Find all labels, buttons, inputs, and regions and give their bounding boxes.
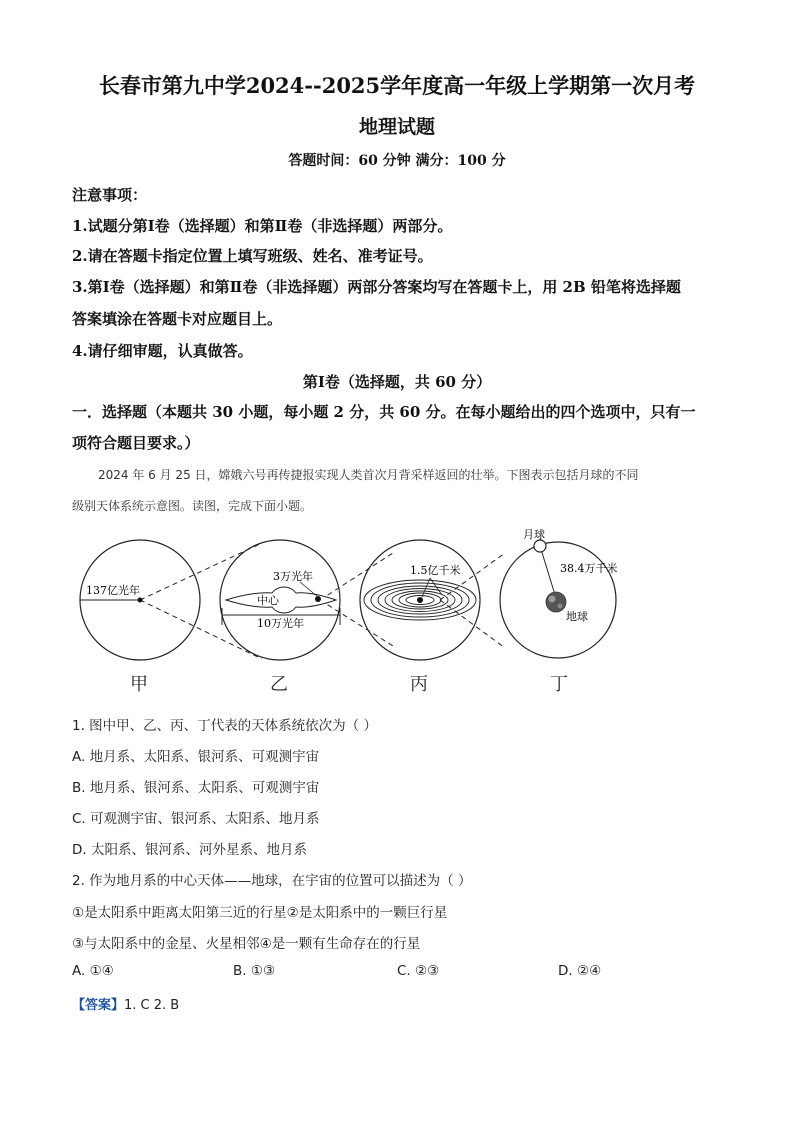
question-1-option-d: D. 太阳系、银河系、河外星系、地月系 [72,842,307,858]
bing-distance-label: 1.5亿千米 [410,564,461,577]
label-jia: 甲 [130,674,148,695]
exam-title: 长春市第九中学2024--2025学年度高一年级上学期第一次月考 [98,73,696,98]
ding-distance-label: 38.4万千米 [560,562,618,575]
note-item: 2.请在答题卡指定位置上填写班级、姓名、准考证号。 [72,247,433,265]
answer-line [72,994,179,1013]
earth-icon [546,592,566,612]
answer-tag: 【答案】 [72,998,125,1013]
label-ding: 丁 [550,674,568,695]
system-jia [80,540,200,660]
system-bing [360,540,480,660]
label-bing: 丙 [410,674,428,695]
question-2-option-a: A. ①④ [72,963,114,979]
notes-heading: 注意事项： [72,186,148,204]
passage-line: 2024 年 6 月 25 日，嫦娥六号再传捷报实现人类首次月背采样返回的壮举。下图表示包括月球的不同 [98,468,639,482]
question-2-option-b: B. ①③ [233,963,276,979]
question-2-option-c: C. ②③ [397,963,440,979]
exam-subtitle: 地理试题 [358,116,435,138]
note-item: 3.第Ⅰ卷（选择题）和第Ⅱ卷（非选择题）两部分答案均写在答题卡上，用 2B 铅笔将选择题 [72,278,681,296]
note-item: 4.请仔细审题，认真做答。 [72,342,253,360]
question-1-option-a: A. 地月系、太阳系、银河系、可观测宇宙 [72,749,320,765]
question-2-statement: ①是太阳系中距离太阳第三近的行星②是太阳系中的一颗巨行星 [72,905,448,921]
celestial-systems-figure [70,525,730,700]
exam-meta: 答题时间：60 分钟 满分：100 分 [288,153,506,169]
question-1-option-c: C. 可观测宇宙、银河系、太阳系、地月系 [72,811,320,827]
ding-moon-label: 月球 [523,528,545,541]
yi-center-label: 中心 [257,594,279,607]
section-instruction: 一．选择题（本题共 30 小题，每小题 2 分，共 60 分。在每小题给出的四个选项中，只有一 [72,403,696,421]
system-yi [220,540,340,660]
jia-radius-label: 137亿光年 [86,584,140,597]
yi-thickness-label: 3万光年 [273,570,313,583]
section-title: 第Ⅰ卷（选择题，共 60 分） [302,373,492,391]
yi-diameter-label: 10万光年 [257,617,304,630]
question-1-stem: 1. 图中甲、乙、丙、丁代表的天体系统依次为（ ） [72,718,377,734]
question-1-option-b: B. 地月系、银河系、太阳系、可观测宇宙 [72,780,320,796]
moon-icon [534,540,546,552]
system-ding [500,527,618,658]
question-2-option-d: D. ②④ [558,963,602,979]
question-2-statement: ③与太阳系中的金星、火星相邻④是一颗有生命存在的行星 [72,936,421,952]
ding-earth-label: 地球 [566,610,588,623]
passage-line: 级别天体系统示意图。读图，完成下面小题。 [72,499,313,513]
label-yi: 乙 [270,674,288,695]
note-item: 答案填涂在答题卡对应题目上。 [72,310,283,328]
answer-text: 1. C 2. B [124,998,180,1013]
section-instruction: 项符合题目要求。） [72,434,200,452]
note-item: 1.试题分第Ⅰ卷（选择题）和第Ⅱ卷（非选择题）两部分。 [72,217,453,235]
question-2-stem: 2. 作为地月系的中心天体——地球，在宇宙的位置可以描述为（ ） [72,873,472,889]
